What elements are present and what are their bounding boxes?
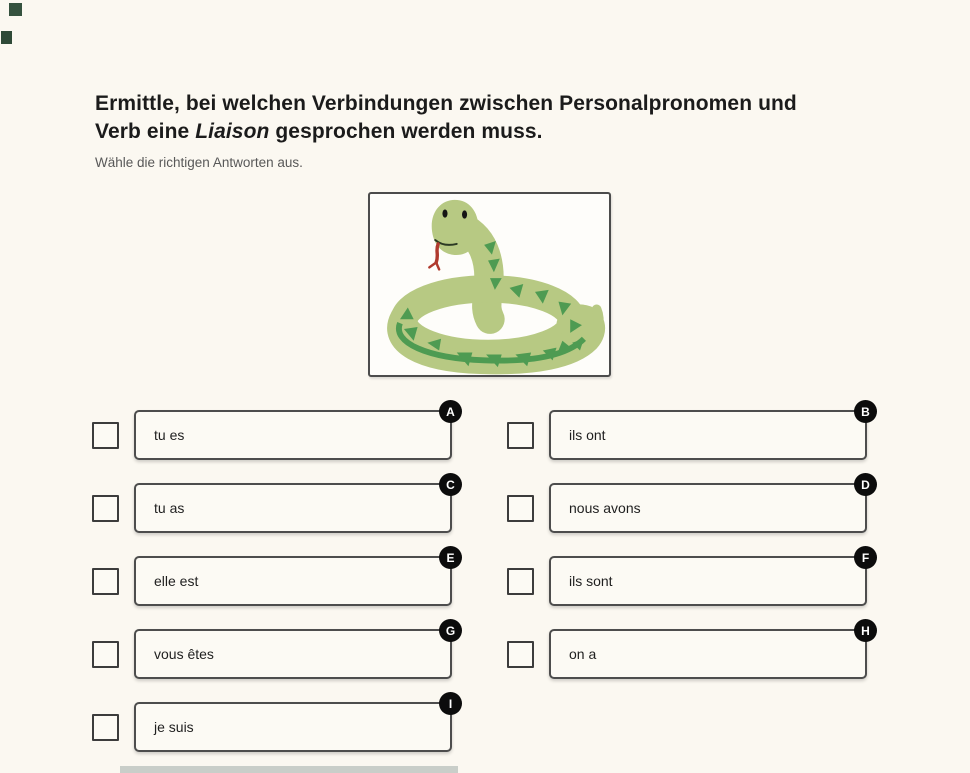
answer-checkbox[interactable] xyxy=(92,422,119,449)
answer-label: on a xyxy=(569,646,597,662)
answer-option xyxy=(92,623,456,679)
option-letter-badge: B xyxy=(854,400,877,423)
options-grid xyxy=(92,404,870,752)
option-letter-badge: I xyxy=(439,692,462,715)
answer-box[interactable] xyxy=(549,550,870,606)
answer-option xyxy=(92,477,455,533)
answer-box[interactable] xyxy=(549,477,870,533)
answer-option xyxy=(92,550,455,606)
answer-label: elle est xyxy=(154,573,199,589)
illustration-card xyxy=(368,192,611,377)
answer-box[interactable] xyxy=(134,696,453,752)
answer-option xyxy=(507,550,870,606)
option-letter-badge: G xyxy=(439,619,462,642)
answer-box[interactable] xyxy=(549,404,870,460)
answer-box[interactable] xyxy=(134,550,455,606)
option-letter-badge: C xyxy=(439,473,462,496)
answer-label: tu as xyxy=(154,500,185,516)
exercise-subtitle: Wähle die richtigen Antworten aus. xyxy=(95,155,303,170)
exercise-title xyxy=(95,90,885,146)
answer-option xyxy=(507,477,870,533)
answer-option xyxy=(92,696,453,752)
option-letter-badge: A xyxy=(439,400,462,423)
answer-label: nous avons xyxy=(569,500,641,516)
answer-label: ils sont xyxy=(569,573,613,589)
answer-checkbox[interactable] xyxy=(507,641,534,668)
answer-option xyxy=(92,404,455,460)
title-line2-pre: Verb eine xyxy=(95,120,196,143)
option-letter-badge: E xyxy=(439,546,462,569)
bottom-bar xyxy=(120,766,458,773)
answer-box[interactable] xyxy=(134,404,455,460)
answer-checkbox[interactable] xyxy=(507,495,534,522)
answer-label: vous êtes xyxy=(154,646,214,662)
option-letter-badge: F xyxy=(854,546,877,569)
answer-option xyxy=(507,623,870,679)
answer-label: je suis xyxy=(154,719,194,735)
option-letter-badge: H xyxy=(854,619,877,642)
answer-option xyxy=(507,404,870,460)
title-line2-italic: Liaison xyxy=(195,120,270,143)
snake-illustration-icon xyxy=(370,194,609,375)
answer-box[interactable] xyxy=(134,477,455,533)
answer-box[interactable] xyxy=(134,623,456,679)
answer-label: ils ont xyxy=(569,427,606,443)
decoration-square xyxy=(9,3,22,16)
answer-checkbox[interactable] xyxy=(92,714,119,741)
answer-checkbox[interactable] xyxy=(507,422,534,449)
answer-checkbox[interactable] xyxy=(92,568,119,595)
answer-checkbox[interactable] xyxy=(507,568,534,595)
answer-label: tu es xyxy=(154,427,185,443)
title-line2-post: gesprochen werden muss. xyxy=(269,120,543,143)
answer-box[interactable] xyxy=(549,623,870,679)
decoration-square xyxy=(1,31,12,44)
answer-checkbox[interactable] xyxy=(92,641,119,668)
title-line1: Ermittle, bei welchen Verbindungen zwischen Personalpronomen und xyxy=(95,92,797,115)
answer-checkbox[interactable] xyxy=(92,495,119,522)
option-letter-badge: D xyxy=(854,473,877,496)
